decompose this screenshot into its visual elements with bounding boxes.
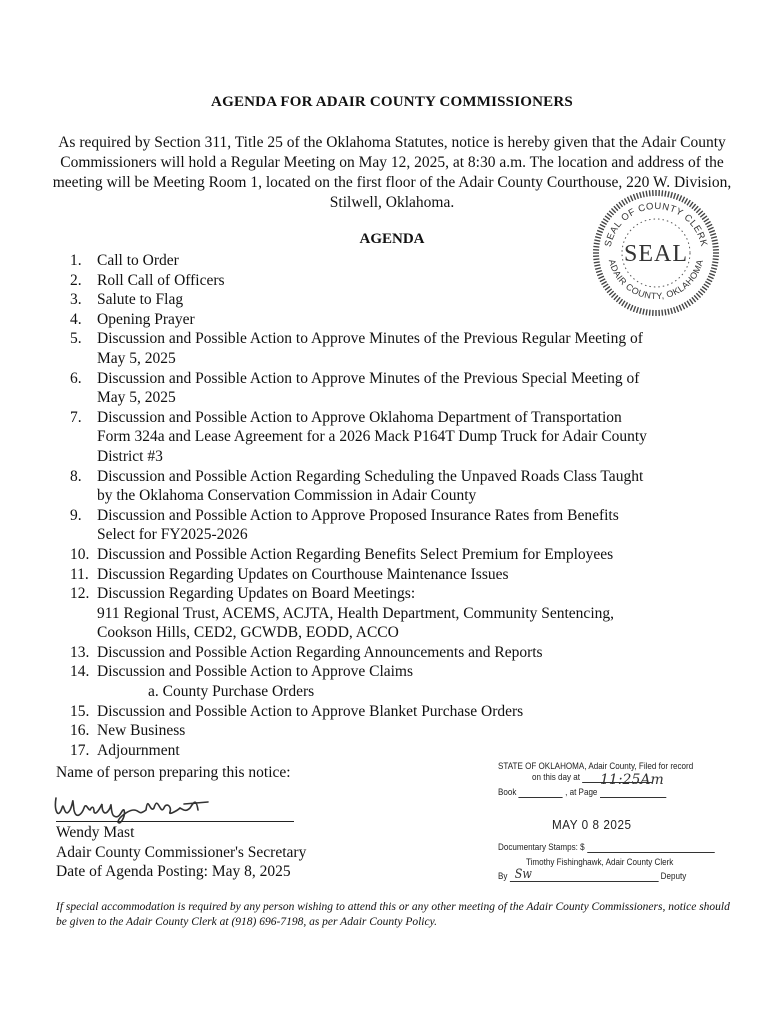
seal-bottom-text: ADAIR COUNTY, OKLAHOMA xyxy=(606,258,706,302)
agenda-item-text xyxy=(97,290,730,310)
seal-top-text: SEAL OF COUNTY CLERK xyxy=(602,200,710,249)
stamp-line-1: STATE OF OKLAHOMA, Adair County, Filed for record xyxy=(498,761,694,772)
agenda-item xyxy=(70,506,730,545)
stamp-by-label: By xyxy=(498,871,508,882)
agenda-item xyxy=(70,741,730,761)
agenda-item-number: 10. xyxy=(70,545,90,563)
agenda-item-number: 1. xyxy=(70,252,82,269)
agenda-item-continuation: by the Oklahoma Conservation Commission in Adair County xyxy=(97,487,477,505)
agenda-item-text xyxy=(97,741,730,761)
agenda-sub-item: a. County Purchase Orders xyxy=(148,683,315,701)
preparer-label: Name of person preparing this notice: xyxy=(56,764,291,781)
agenda-item-continuation: Select for FY2025-2026 xyxy=(97,526,248,544)
stamp-book-page xyxy=(498,787,666,798)
stamp-book-label: Book xyxy=(498,787,517,798)
document-title: AGENDA FOR ADAIR COUNTY COMMISSIONERS xyxy=(211,94,573,110)
agenda-item-text xyxy=(97,369,730,408)
agenda-heading: AGENDA xyxy=(359,231,425,247)
agenda-item-text xyxy=(97,271,730,291)
agenda-item xyxy=(70,329,730,368)
agenda-item-number: 5. xyxy=(70,330,82,348)
agenda-item-line: Salute to Flag xyxy=(97,291,184,309)
agenda-item-number: 16. xyxy=(70,722,90,740)
agenda-item-number: 13. xyxy=(70,643,90,661)
agenda-item-text xyxy=(97,506,730,545)
seal-center-text: SEAL xyxy=(624,241,688,267)
agenda-item-line: Discussion and Possible Action Regarding Announcements and Reports xyxy=(97,643,543,661)
agenda-item xyxy=(70,584,730,643)
stamp-by-line xyxy=(498,867,687,882)
agenda-item-text xyxy=(97,702,730,722)
agenda-item-line: Adjournment xyxy=(97,741,180,759)
agenda-item xyxy=(70,310,730,330)
agenda-item-line: Discussion and Possible Action to Approve Claims xyxy=(97,663,414,681)
agenda-item xyxy=(70,271,730,291)
agenda-item-continuation: May 5, 2025 xyxy=(97,349,176,367)
agenda-item-continuation: District #3 xyxy=(97,447,163,465)
agenda-item-line: Discussion and Possible Action to Approve Oklahoma Department of Transportation xyxy=(97,408,622,426)
agenda-item xyxy=(70,369,730,408)
agenda-item-number: 7. xyxy=(70,408,82,426)
agenda-item-line: Discussion and Possible Action Regarding Scheduling the Unpaved Roads Class Taught xyxy=(97,467,644,485)
agenda-item-continuation: 911 Regional Trust, ACEMS, ACJTA, Health Department, Community Sentencing, xyxy=(97,604,614,622)
agenda-item-line: Discussion and Possible Action Regarding Benefits Select Premium for Employees xyxy=(97,545,614,563)
agenda-item-text xyxy=(97,408,730,467)
agenda-item-text xyxy=(97,584,730,643)
agenda-item-line: New Business xyxy=(97,722,186,740)
stamp-filed-date: MAY 0 8 2025 xyxy=(552,817,632,832)
agenda-item-line: Call to Order xyxy=(97,252,179,269)
agenda-item-line: Discussion and Possible Action to Approve Proposed Insurance Rates from Benefits xyxy=(97,506,619,524)
agenda-item-line: Opening Prayer xyxy=(97,310,195,328)
agenda-item-text xyxy=(97,662,730,701)
agenda-item-line: Discussion and Possible Action to Approve Minutes of the Previous Regular Meeting of xyxy=(97,330,643,348)
deputy-initials: Sw xyxy=(514,867,532,882)
agenda-item-number: 8. xyxy=(70,467,82,485)
signature-line xyxy=(56,821,294,822)
agenda-item xyxy=(70,467,730,506)
agenda-item-number: 14. xyxy=(70,663,90,681)
agenda-item xyxy=(70,545,730,565)
preparer-title: Adair County Commissioner's Secretary xyxy=(56,844,307,861)
agenda-item-number: 11. xyxy=(70,565,89,583)
agenda-item-line: Roll Call of Officers xyxy=(97,271,225,289)
agenda-item xyxy=(70,662,730,701)
agenda-item xyxy=(70,251,730,271)
agenda-item-text xyxy=(97,467,730,506)
agenda-item-text xyxy=(97,721,730,741)
agenda-item xyxy=(70,408,730,467)
meeting-notice: As required by Section 311, Title 25 of the Oklahoma Statutes, notice is hereby given that the Adair County Commissioners will hold a Regular Meeting on May 12, 2025, at 8:30 a.m. The location and address of the meeting will be Meeting Room 1, located on the first floor of the Adair County Courthouse, 220 W. Division, Stilwell, Oklahoma. xyxy=(52,134,732,211)
accommodation-footer: If special accommodation is required by any person wishing to attend this or any other meeting of the Adair County Commissioners, notice should be given to the Adair County Clerk at (918) 696-7198, as per Adair County Policy. xyxy=(56,901,730,928)
agenda-item-text xyxy=(97,545,730,565)
stamp-time-label: on this day at xyxy=(532,772,581,783)
agenda-item-number: 12. xyxy=(70,585,90,603)
stamp-deputy-label: Deputy xyxy=(660,871,687,882)
filed-time-handwritten: 11:25Am xyxy=(600,772,664,788)
posting-date: Date of Agenda Posting: May 8, 2025 xyxy=(56,863,291,880)
agenda-item-number: 3. xyxy=(70,291,82,309)
agenda-item-continuation: Form 324a and Lease Agreement for a 2026 Mack P164T Dump Truck for Adair County xyxy=(97,428,647,446)
agenda-item xyxy=(70,643,730,663)
agenda-item-text xyxy=(97,643,730,663)
stamp-page-label: , at Page xyxy=(565,787,598,798)
agenda-item xyxy=(70,702,730,722)
agenda-item-line: Discussion and Possible Action to Approve Minutes of the Previous Special Meeting of xyxy=(97,369,640,387)
agenda-item-continuation: Cookson Hills, CED2, GCWDB, EODD, ACCO xyxy=(97,624,399,642)
agenda-item-number: 4. xyxy=(70,310,82,328)
stamp-doc-stamps-label: Documentary Stamps: $ xyxy=(498,842,585,853)
agenda-item xyxy=(70,721,730,741)
agenda-item-number: 9. xyxy=(70,506,82,524)
agenda-item-number: 2. xyxy=(70,271,82,289)
handwritten-signature xyxy=(48,780,278,830)
agenda-item-line: Discussion and Possible Action to Approve Blanket Purchase Orders xyxy=(97,702,524,720)
stamp-doc-stamps xyxy=(498,842,714,853)
agenda-item-number: 17. xyxy=(70,741,90,759)
agenda-item-text xyxy=(97,329,730,368)
agenda-item-text xyxy=(97,565,730,585)
agenda-item-text xyxy=(97,251,730,271)
agenda-item xyxy=(70,290,730,310)
agenda-item-number: 15. xyxy=(70,702,90,720)
agenda-item-line: Discussion Regarding Updates on Courthouse Maintenance Issues xyxy=(97,565,509,583)
preparer-name: Wendy Mast xyxy=(56,824,135,841)
agenda-item xyxy=(70,565,730,585)
stamp-clerk-name: Timothy Fishinghawk, Adair County Clerk xyxy=(526,857,674,868)
agenda-item-number: 6. xyxy=(70,369,82,387)
agenda-item-line: Discussion Regarding Updates on Board Meetings: xyxy=(97,585,416,603)
agenda-item-text xyxy=(97,310,730,330)
agenda-list xyxy=(70,251,730,760)
agenda-item-continuation: May 5, 2025 xyxy=(97,389,176,407)
